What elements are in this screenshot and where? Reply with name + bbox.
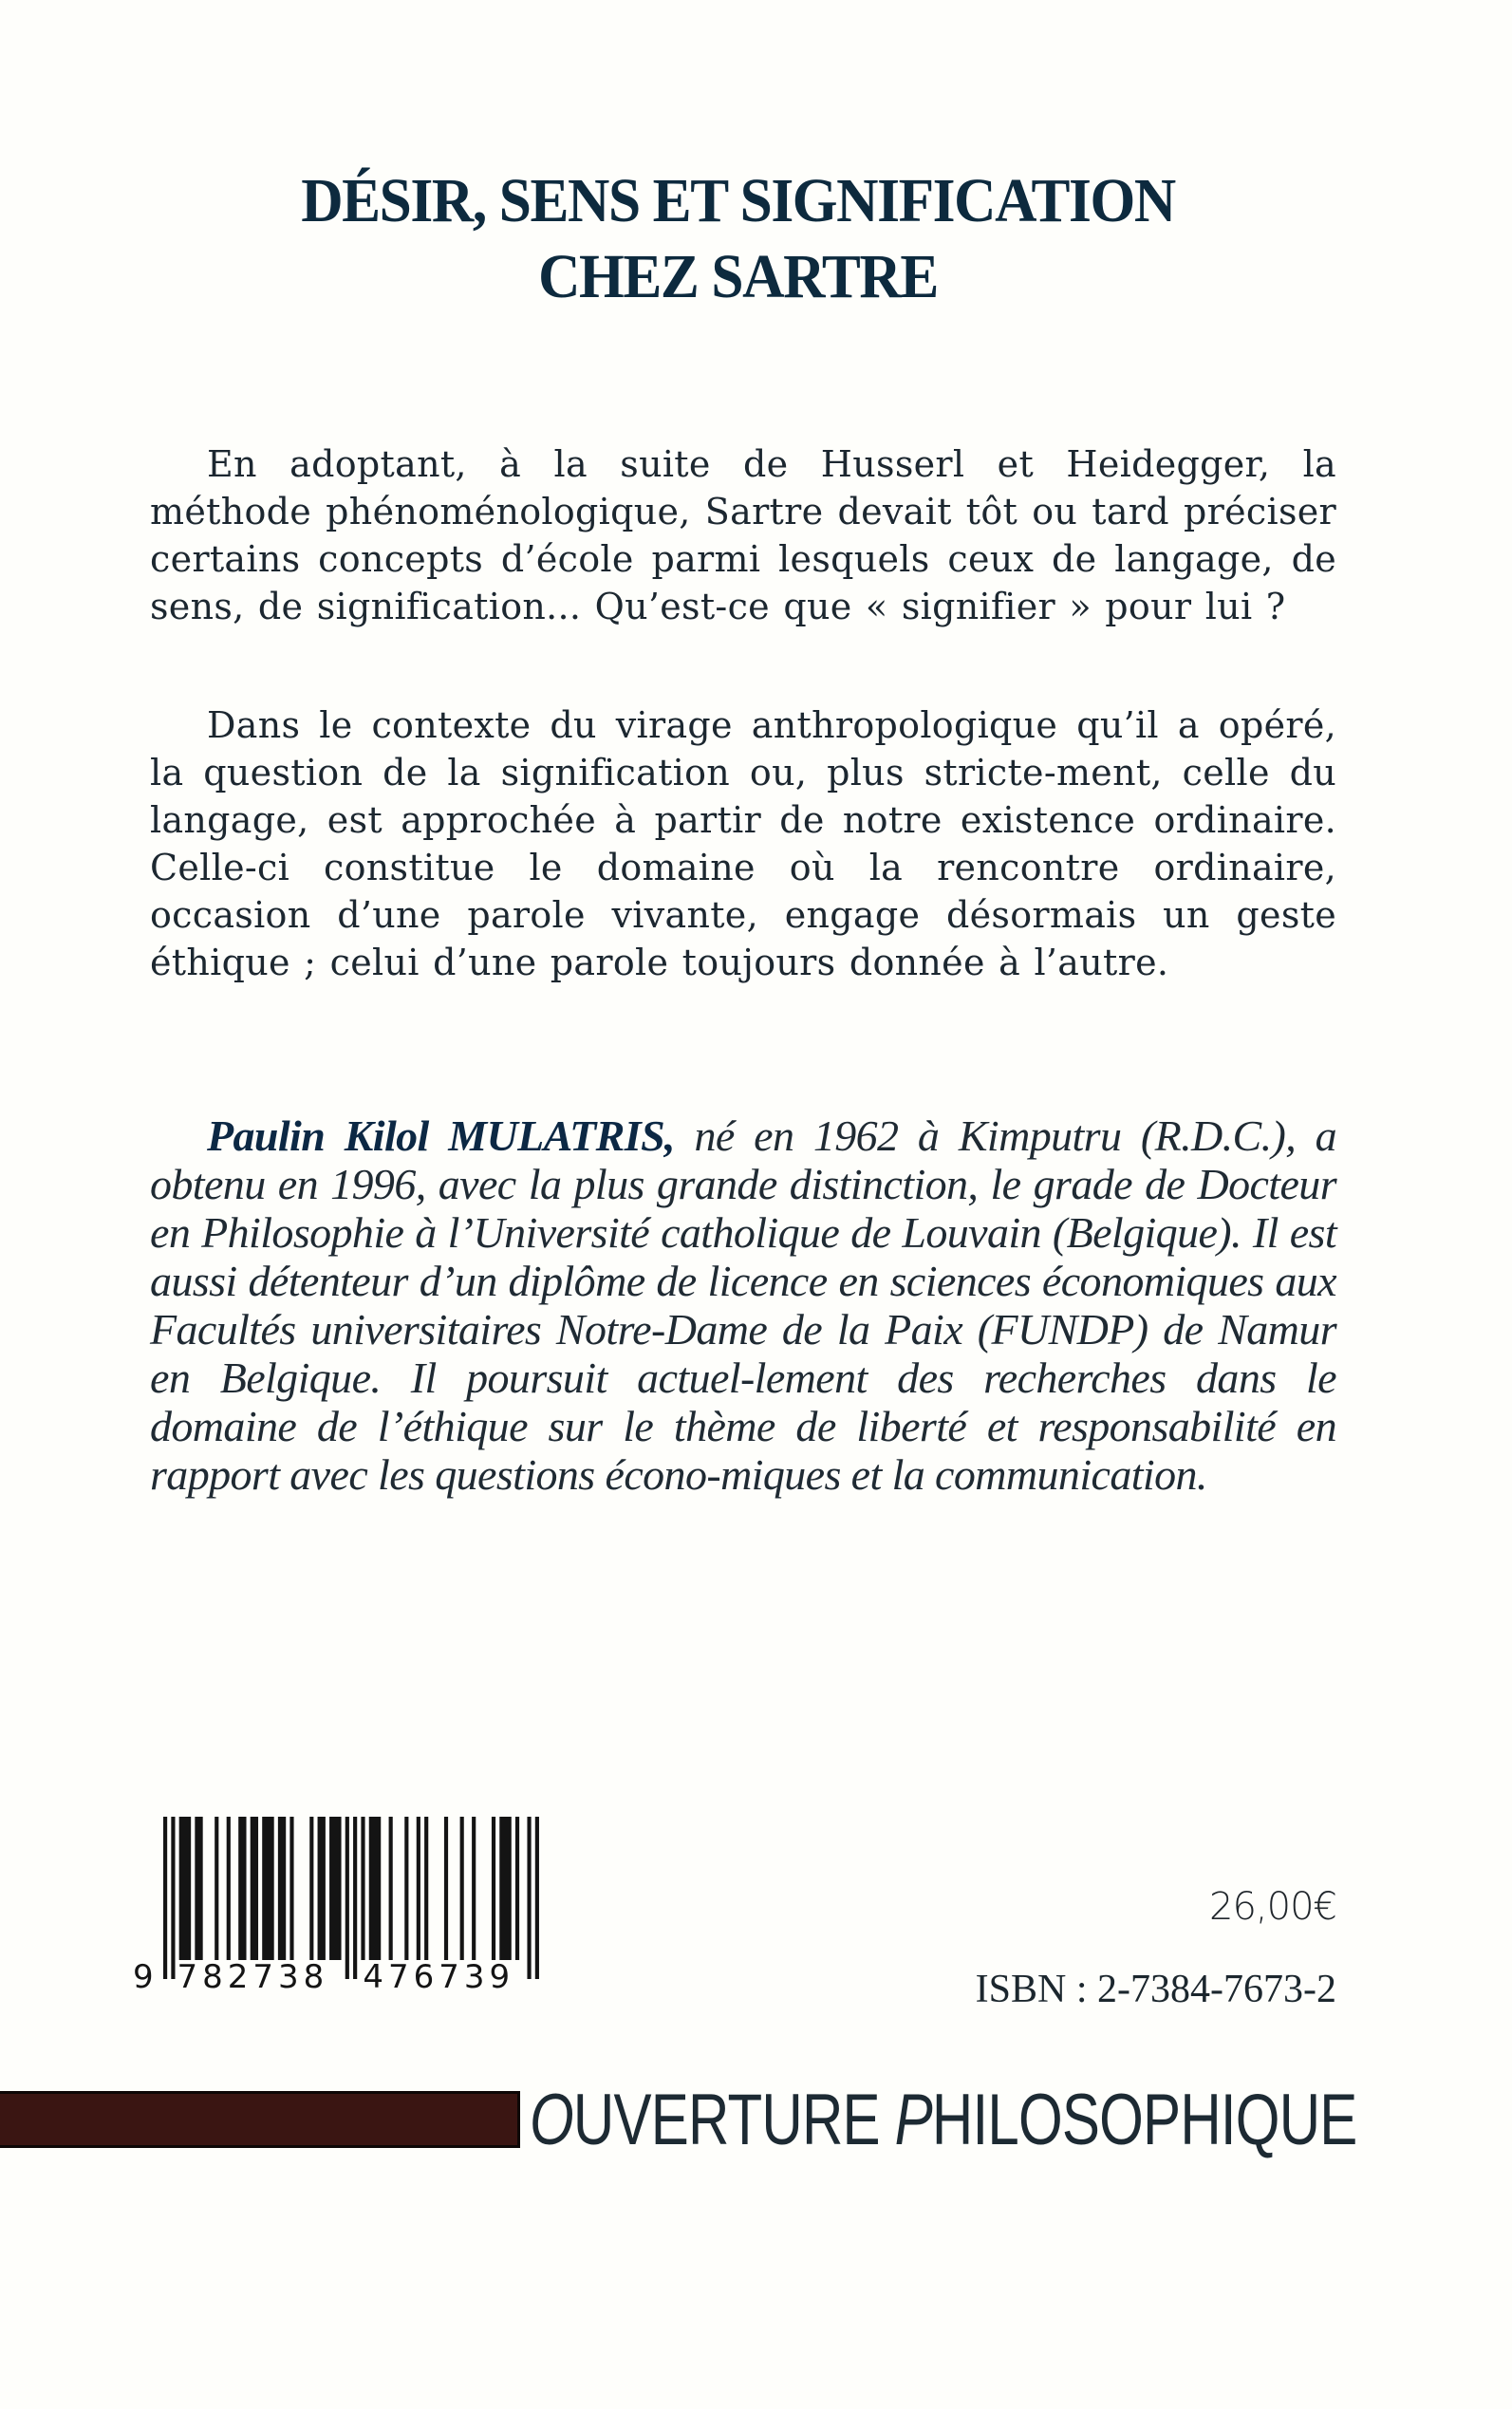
book-title-line-2 (0, 239, 1476, 315)
svg-text:782738: 782738 (177, 1958, 329, 1996)
svg-text:9: 9 (133, 1958, 154, 1996)
book-title-text-2: CHEZ SARTRE (538, 242, 938, 311)
book-title-text-1: DÉSIR, SENS ET SIGNIFICATION (301, 166, 1175, 235)
isbn-barcode (131, 1813, 549, 1998)
author-bio-text: né en 1962 à Kimputru (R.D.C.), a obtenu en 1996, avec la plus grande distinction, le grade de Docteur en Philosophie à l’Université catholique de Louvain (Belgique). Il est aussi détenteur d’un diplôme de licence en sciences économiques aux Facultés universitaires Notre-Dame de la Paix (FUNDP) de Namur en Belgique. Il poursuit actuel-lement des recherches dans le domaine de l’éthique sur le thème de liberté et responsabilité en rapport avec les questions écono-miques et la communication. (150, 1111, 1336, 1499)
collection-word-2: HILOSOPHIQUE (931, 2080, 1357, 2160)
summary-paragraph-2: Dans le contexte du virage anthropologique qu’il a opéré, la question de la signification ou, plus stricte-ment, celle du langage, est approchée à partir de notre existence ordinaire. Celle-ci constitue le domaine où la rencontre ordinaire, occasion d’une parole vivante, engage désormais un geste éthique ; celui d’une parole toujours donnée à l’autre. (150, 704, 1336, 983)
book-title-line-1 (0, 163, 1476, 239)
collection-initial-1: O (530, 2080, 573, 2160)
collection-initial-2: P (894, 2080, 932, 2160)
author-name: Paulin Kilol MULATRIS, (207, 1111, 675, 1160)
collection-color-bar (0, 2091, 520, 2148)
author-bio (150, 1111, 1336, 1499)
summary-paragraph-1: En adoptant, à la suite de Husserl et Heidegger, la méthode phénoménologique, Sartre devait tôt ou tard préciser certains concepts d’école parmi lesquels ceux de langage, de sens, de signification... Qu’est-ce que « signifier » pour lui ? (150, 443, 1336, 627)
collection-word-1: UVERTURE (572, 2080, 895, 2160)
isbn-label: ISBN : 2-7384-7673-2 (975, 1968, 1336, 2011)
price-label: 26,00€ (1209, 1885, 1336, 1929)
collection-name (530, 2080, 1357, 2160)
svg-text:476739: 476739 (363, 1958, 515, 1996)
barcode-icon (131, 1813, 549, 1998)
